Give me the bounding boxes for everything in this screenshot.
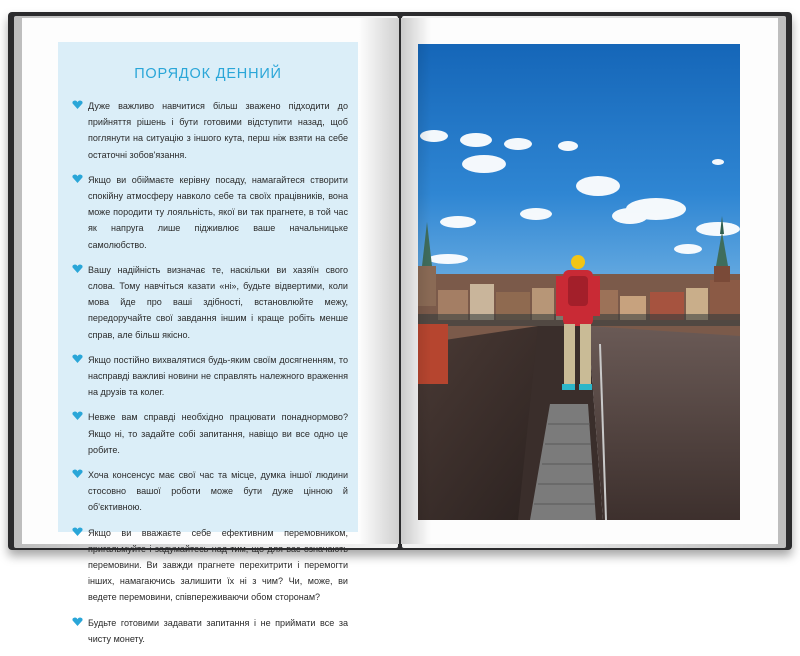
list-item (72, 467, 348, 516)
rooftop-photo (418, 44, 740, 520)
heart-bullet-icon (72, 617, 83, 626)
list-item-text: Будьте готовими задавати запитання і не приймати все за чисту монету. (88, 617, 348, 644)
heart-bullet-icon (72, 354, 83, 363)
list-item-text: Якщо ви обіймаєте керівну посаду, намагайтеся створити спокійну атмосферу навколо себе та своїх працівників, вона може породити ту лояльність, якої ви так прагнете, в той час як напруга лише підживлює ваше начальницьке самолюбство. (88, 174, 348, 250)
gutter-shadow (401, 18, 431, 544)
list-item (72, 615, 348, 647)
heart-bullet-icon (72, 100, 83, 109)
list-item-text: Вашу надійність визначає те, наскільки ви хазяїн свого слова. Тому навчіться казати «ні», будьте відвертими, коли мова йде про ваші здібності, встановлюйте межу, передоручайте свої завдання іншим і краще робіть менше справ, але більш якісно. (88, 264, 348, 340)
list-item (72, 98, 348, 163)
list-item-text: Якщо постійно вихвалятися будь-яким своїм досягненням, то насправді важливі новини не справлять належного враження на друзів та колег. (88, 354, 348, 398)
heart-bullet-icon (72, 264, 83, 273)
agenda-title: ПОРЯДОК ДЕННИЙ (134, 66, 282, 82)
agenda-box (58, 42, 358, 644)
heart-bullet-icon (72, 174, 83, 183)
heart-bullet-icon (72, 527, 83, 536)
left-page (22, 18, 399, 644)
list-item-text: Невже вам справді необхідно працювати понаднормово? Якщо ні, то задайте собі запитання, навіщо ви все одно це робите. (88, 412, 348, 455)
list-item (72, 409, 348, 458)
right-page (401, 18, 778, 544)
gutter-shadow (359, 18, 399, 544)
list-item (72, 262, 348, 343)
list-item (72, 352, 348, 401)
list-item-text: Дуже важливо навчитися більш зважено підходити до прийняття рішень і бути готовими відступити назад, щоб поглянути на ситуацію з іншого кута, перш ніж взяти на себе остаточні зобов'язання. (88, 101, 348, 160)
list-item-text: Якщо ви вважаєте себе ефективним перемовником, пригальмуйте і задумайтесь над тим, що для вас означають перемовини. Ви завжди прагнете перехитрити і перемогти інших, намагаючись залишити їх ні з чим? Чи, може, ви ведете перемовини, співпереживаючи обом сторонам? (88, 527, 348, 603)
rooftop-photo-illustration (418, 44, 740, 520)
agenda-list (72, 98, 348, 656)
list-item (72, 525, 348, 606)
heart-bullet-icon (72, 411, 83, 420)
heart-bullet-icon (72, 469, 83, 478)
list-item-text: Хоча консенсус має свої час та місце, думка іншої людини стосовно вашої роботи може бути дуже цінною й об'єктивною. (88, 470, 348, 513)
list-item (72, 172, 348, 253)
